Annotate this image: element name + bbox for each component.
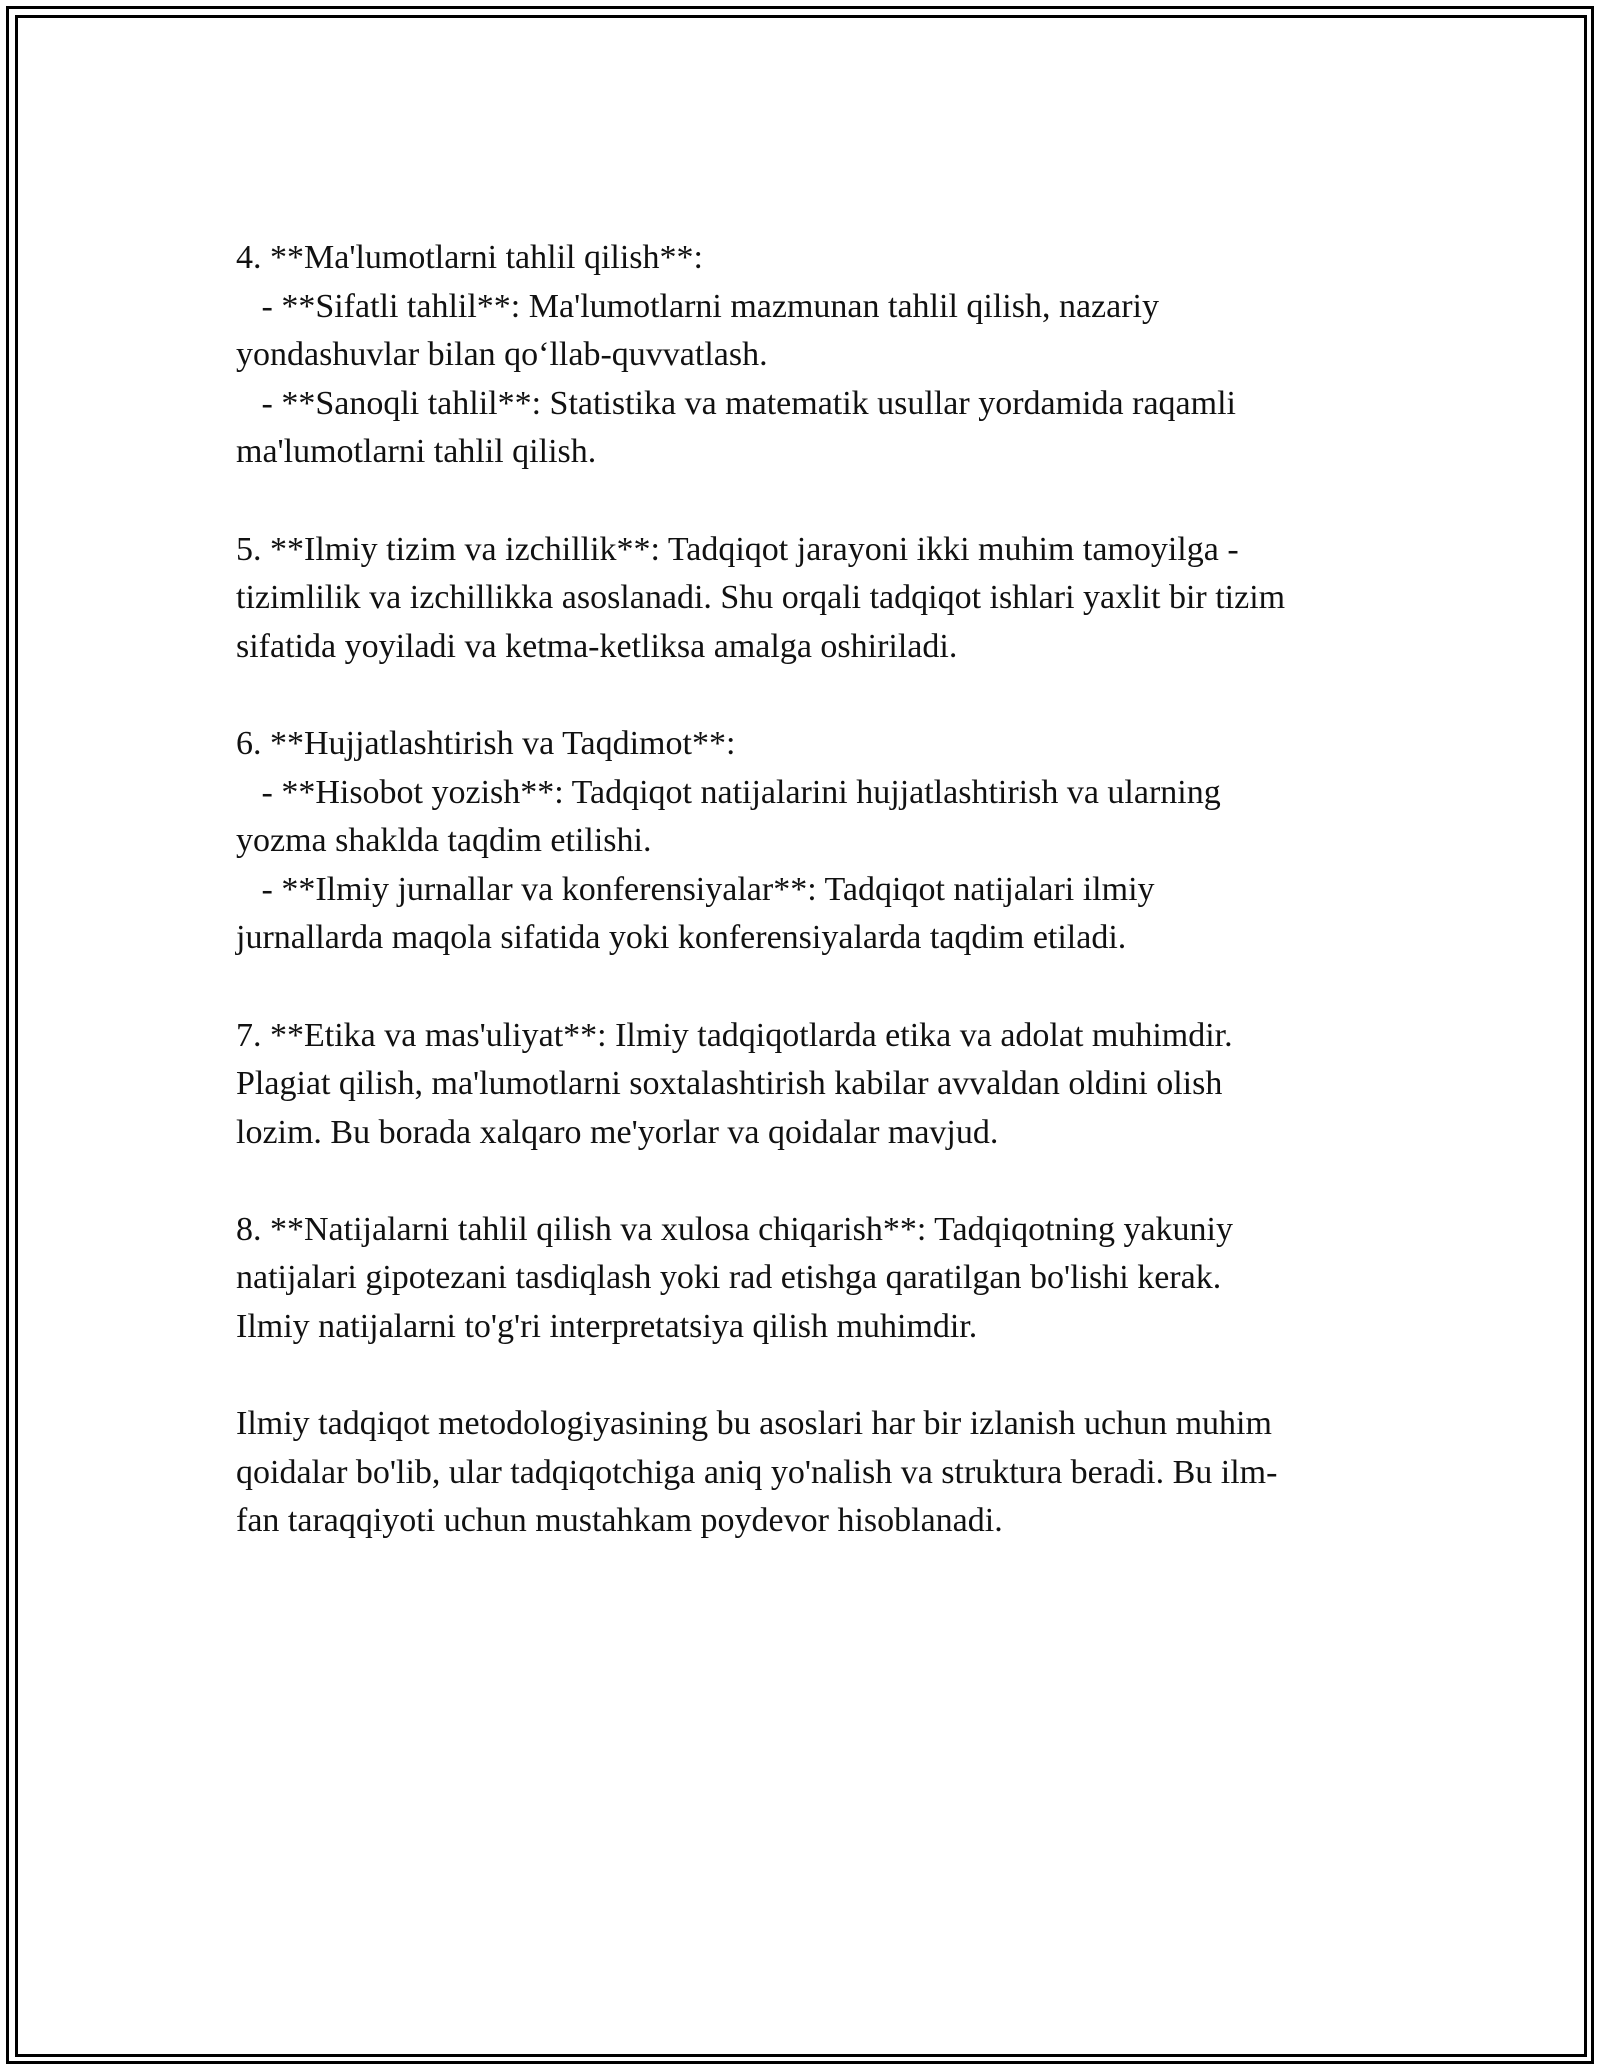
paragraph-gap: [236, 963, 1416, 1012]
text-line: Ilmiy natijalarni to'g'ri interpretatsiya qilish muhimdir.: [236, 1308, 978, 1346]
text-line: ma'lumotlarni tahlil qilish.: [236, 433, 597, 471]
section-heading: 4. **Ma'lumotlarni tahlil qilish**:: [236, 239, 703, 276]
text-line: fan taraqqiyoti uchun mustahkam poydevor hisoblanadi.: [236, 1502, 1003, 1540]
text-line: Ilmiy tadqiqot metodologiyasining bu asoslari har bir izlanish uchun muhim: [236, 1405, 1272, 1443]
text-line: yozma shaklda taqdim etilishi.: [236, 822, 652, 860]
bullet-line: - **Ilmiy jurnallar va konferensiyalar**: Tadqiqot natijalari ilmiy: [236, 870, 1155, 908]
section-heading: 7. **Etika va mas'uliyat**: Ilmiy tadqiqotlarda etika va adolat muhimdir.: [236, 1016, 1233, 1054]
conclusion-paragraph: [236, 1400, 1416, 1546]
bullet-line: - **Sanoqli tahlil**: Statistika va matematik usullar yordamida raqamli: [236, 384, 1236, 422]
text-line: lozim. Bu borada xalqaro me'yorlar va qoidalar mavjud.: [236, 1113, 999, 1151]
text-line: tizimlilik va izchillikka asoslanadi. Shu orqali tadqiqot ishlari yaxlit bir tizim: [236, 579, 1286, 617]
paragraph-gap: [236, 1157, 1416, 1206]
section-heading: 6. **Hujjatlashtirish va Taqdimot**:: [236, 724, 736, 762]
document-body: [236, 234, 1416, 1546]
text-line: Plagiat qilish, ma'lumotlarni soxtalashtirish kabilar avvaldan oldini olish: [236, 1065, 1223, 1103]
section-heading: 5. **Ilmiy tizim va izchillik**: Tadqiqot jarayoni ikki muhim tamoyilga -: [236, 530, 1239, 568]
text-line: jurnallarda maqola sifatida yoki konferensiyalarda taqdim etiladi.: [236, 919, 1127, 957]
paragraph-gap: [236, 477, 1416, 526]
section-4-analysis: [236, 234, 1416, 477]
section-5-system: [236, 526, 1416, 672]
text-line: yondashuvlar bilan qo‘llab-quvvatlash.: [236, 336, 768, 374]
paragraph-gap: [236, 1352, 1416, 1401]
section-7-ethics: [236, 1012, 1416, 1158]
text-line: qoidalar bo'lib, ular tadqiqotchiga aniq yo'nalish va struktura beradi. Bu ilm-: [236, 1453, 1278, 1491]
bullet-line: - **Sifatli tahlil**: Ma'lumotlarni mazmunan tahlil qilish, nazariy: [236, 287, 1159, 325]
paragraph-gap: [236, 671, 1416, 720]
text-line: natijalari gipotezani tasdiqlash yoki rad etishga qaratilgan bo'lishi kerak.: [236, 1259, 1222, 1297]
bullet-line: - **Hisobot yozish**: Tadqiqot natijalarini hujjatlashtirish va ularning: [236, 773, 1221, 811]
section-6-documentation: [236, 720, 1416, 963]
text-line: sifatida yoyiladi va ketma-ketliksa amalga oshiriladi.: [236, 627, 958, 665]
section-8-results: [236, 1206, 1416, 1352]
section-heading: 8. **Natijalarni tahlil qilish va xulosa chiqarish**: Tadqiqotning yakuniy: [236, 1210, 1234, 1248]
